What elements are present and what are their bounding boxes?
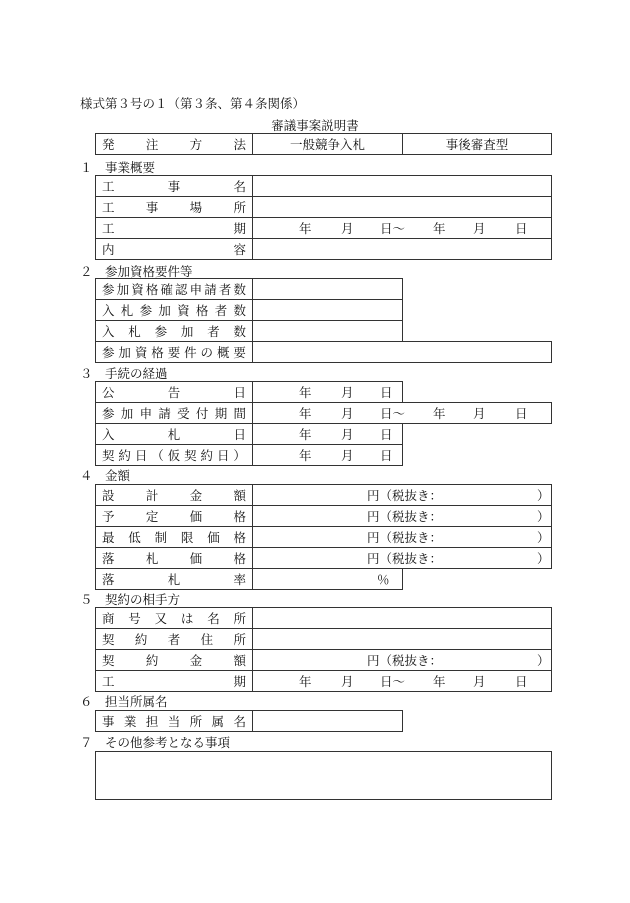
unit-month: 月: [473, 406, 486, 421]
order-method-type: 事後審査型: [402, 133, 552, 155]
label-koki: 工 期: [95, 217, 253, 239]
unit-percent: ％: [377, 572, 390, 587]
unit-yen-tax: 円（税抜き：: [367, 530, 443, 545]
unit-day: 日: [380, 448, 393, 463]
unit-month: 月: [341, 221, 354, 236]
order-method-label: 発 注 方 法: [95, 133, 253, 155]
unit-month: 月: [341, 385, 354, 400]
field-keiyaku-bi[interactable]: [252, 444, 403, 466]
close-paren: ）: [537, 509, 550, 524]
unit-year: 年: [299, 221, 312, 236]
label-uketsuke: 参 加 申 請 受 付 期 間: [95, 402, 253, 424]
label-koji-mei: 工 事 名: [95, 175, 253, 197]
section-2-heading: ２ 参加資格要件等: [80, 264, 193, 279]
unit-day-range: 日～: [380, 674, 406, 689]
section-5-heading: ５ 契約の相手方: [80, 592, 181, 607]
field-naiyo[interactable]: [252, 238, 552, 260]
label-tanto: 事 業 担 当 所 属 名: [95, 710, 253, 732]
label-yotei: 予 定 価 格: [95, 505, 253, 527]
field-gaiyo[interactable]: [252, 341, 552, 363]
label-rakusatsu-kakaku: 落 札 価 格: [95, 547, 253, 569]
unit-yen-tax: 円（税抜き：: [367, 488, 443, 503]
label-kingaku: 契 約 金 額: [95, 649, 253, 671]
field-saitei[interactable]: [252, 526, 552, 548]
unit-day-range: 日～: [380, 406, 406, 421]
field-sekkei[interactable]: [252, 484, 552, 506]
field-kakunin-shinsei[interactable]: [252, 278, 403, 300]
field-nyusatsu-sanka[interactable]: [252, 320, 403, 342]
label-kokoku: 公 告 日: [95, 381, 253, 403]
unit-year: 年: [299, 427, 312, 442]
unit-year: 年: [299, 406, 312, 421]
unit-day-range: 日～: [380, 221, 406, 236]
unit-month: 月: [341, 448, 354, 463]
unit-day: 日: [515, 221, 528, 236]
field-shogo[interactable]: [252, 607, 552, 629]
unit-year: 年: [299, 674, 312, 689]
section-6-heading: ６ 担当所属名: [80, 694, 168, 709]
unit-year: 年: [299, 385, 312, 400]
label-jusho: 契 約 者 住 所: [95, 628, 253, 650]
unit-month: 月: [341, 674, 354, 689]
unit-yen-tax: 円（税抜き：: [367, 653, 443, 668]
unit-month: 月: [473, 221, 486, 236]
unit-yen-tax: 円（税抜き：: [367, 509, 443, 524]
unit-day: 日: [515, 406, 528, 421]
close-paren: ）: [537, 653, 550, 668]
unit-yen-tax: 円（税抜き：: [367, 551, 443, 566]
field-koji-mei[interactable]: [252, 175, 552, 197]
label-koji-basho: 工 事 場 所: [95, 196, 253, 218]
field-kokoku[interactable]: [252, 381, 403, 403]
label-nyusatsu-bi: 入 札 日: [95, 423, 253, 445]
field-jusho[interactable]: [252, 628, 552, 650]
label-sekkei: 設 計 金 額: [95, 484, 253, 506]
order-method-value: 一般競争入札: [252, 133, 403, 155]
unit-month: 月: [473, 674, 486, 689]
field-nyusatsu-shikaku[interactable]: [252, 299, 403, 321]
field-kingaku[interactable]: [252, 649, 552, 671]
document-title: 審議事案説明書: [271, 118, 359, 133]
unit-day: 日: [380, 427, 393, 442]
unit-year: 年: [299, 448, 312, 463]
label-nyusatsu-sanka: 入 札 参 加 者 数: [95, 320, 253, 342]
close-paren: ）: [537, 488, 550, 503]
unit-day: 日: [515, 674, 528, 689]
unit-year: 年: [433, 674, 446, 689]
label-keiyaku-bi: 契 約 日 （ 仮 契 約 日 ）: [95, 444, 253, 466]
field-rakusatsu-ritsu[interactable]: [252, 568, 403, 590]
section-1-heading: １ 事業概要: [80, 160, 156, 175]
unit-month: 月: [341, 406, 354, 421]
section-7-heading: ７ その他参考となる事項: [80, 735, 231, 750]
section-3-heading: ３ 手続の経過: [80, 366, 168, 381]
field-uketsuke[interactable]: [252, 402, 552, 424]
section-4-heading: ４ 金額: [80, 468, 131, 483]
close-paren: ）: [537, 530, 550, 545]
field-koki[interactable]: [252, 217, 552, 239]
label-koki-2: 工 期: [95, 670, 253, 692]
field-yotei[interactable]: [252, 505, 552, 527]
field-tanto[interactable]: [252, 710, 403, 732]
label-kakunin-shinsei: 参 加 資 格 確 認 申 請 者 数: [95, 278, 253, 300]
field-koki-2[interactable]: [252, 670, 552, 692]
field-koji-basho[interactable]: [252, 196, 552, 218]
field-other-notes[interactable]: [95, 751, 552, 800]
unit-month: 月: [341, 427, 354, 442]
unit-year: 年: [433, 221, 446, 236]
label-rakusatsu-ritsu: 落 札 率: [95, 568, 253, 590]
label-nyusatsu-shikaku: 入 札 参 加 資 格 者 数: [95, 299, 253, 321]
field-nyusatsu-bi[interactable]: [252, 423, 403, 445]
label-naiyo: 内 容: [95, 238, 253, 260]
field-rakusatsu-kakaku[interactable]: [252, 547, 552, 569]
label-saitei: 最 低 制 限 価 格: [95, 526, 253, 548]
unit-day: 日: [380, 385, 393, 400]
label-shogo: 商 号 又 は 名 所: [95, 607, 253, 629]
close-paren: ）: [537, 551, 550, 566]
unit-year: 年: [433, 406, 446, 421]
form-number: 様式第３号の１（第３条、第４条関係）: [80, 96, 306, 111]
label-gaiyo: 参 加 資 格 要 件 の 概 要: [95, 341, 253, 363]
